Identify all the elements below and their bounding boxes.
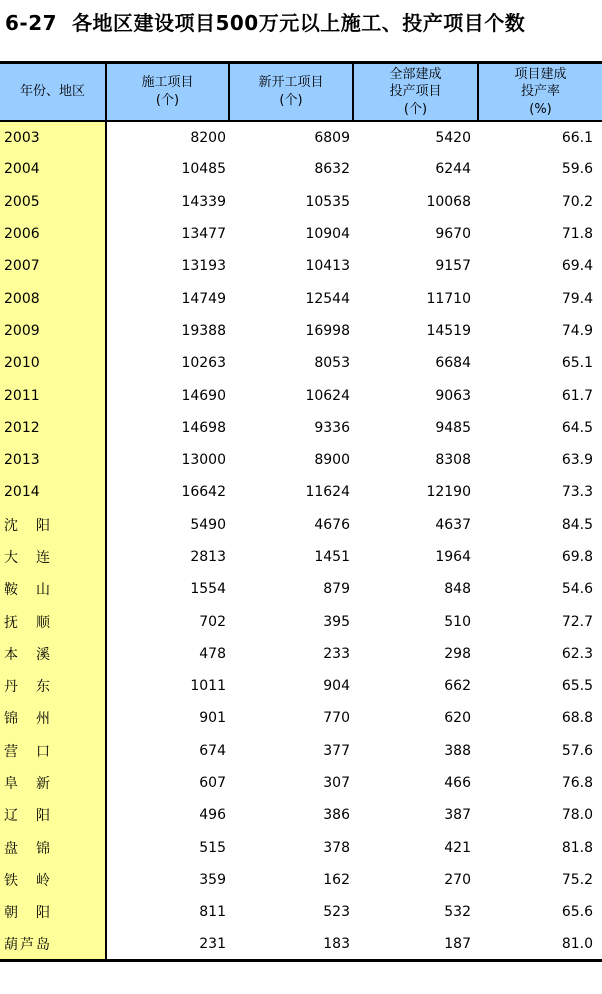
statistics-table [0,61,602,962]
row-label-region: 本溪 [0,638,106,670]
table-row [0,605,602,637]
cell-completion-rate: 66.1 [561,129,593,146]
cell-newly-started: 6809 [314,129,350,146]
row-label-region: 抚顺 [0,605,106,637]
cell-completion-rate: 69.4 [561,258,593,275]
cell-newly-started: 904 [323,678,350,695]
cell-completion-rate: 57.6 [561,742,593,759]
row-label-year: 2011 [0,379,106,411]
column-header-completion-rate: 项目建成 投产率 (%) [478,63,602,122]
cell-newly-started: 378 [323,839,350,856]
row-label-region: 大连 [0,541,106,573]
page-title: 6-27 各地区建设项目500万元以上施工、投产项目个数 [5,11,526,35]
column-header-construction: 施工项目 (个) [106,63,229,122]
row-label-region: 葫芦岛 [0,928,106,960]
cell-construction: 478 [199,645,226,662]
table-row [0,541,602,573]
row-label-year: 2004 [0,153,106,185]
column-header-newly-started: 新开工项目 (个) [229,63,353,122]
table-row [0,186,602,218]
cell-construction: 811 [199,904,226,921]
table-row [0,573,602,605]
row-label-region: 鞍山 [0,573,106,605]
cell-completion-rate: 65.1 [561,355,593,372]
table-body [0,121,602,961]
cell-newly-started: 386 [323,807,350,824]
table-row [0,928,602,960]
cell-construction: 1554 [190,581,226,598]
row-label-year: 2005 [0,186,106,218]
cell-construction: 674 [199,742,226,759]
cell-completion-rate: 74.9 [561,322,593,339]
row-label-region: 辽阳 [0,799,106,831]
column-header-completed: 全部建成 投产项目 (个) [353,63,478,122]
cell-construction: 5490 [190,516,226,533]
table-row [0,121,602,153]
cell-completion-rate: 78.0 [561,807,593,824]
table-header-row [0,63,602,122]
cell-completion-rate: 81.8 [561,839,593,856]
cell-completion-rate: 63.9 [561,452,593,469]
row-label-region: 朝阳 [0,896,106,928]
cell-newly-started: 11624 [305,484,350,501]
cell-construction: 14690 [181,387,226,404]
cell-completed: 620 [444,710,471,727]
row-label-year: 2006 [0,218,106,250]
cell-construction: 607 [199,775,226,792]
row-label-year: 2003 [0,121,106,153]
cell-completion-rate: 59.6 [561,161,593,178]
table-row [0,702,602,734]
cell-construction: 231 [199,935,226,952]
cell-newly-started: 8900 [314,452,350,469]
cell-construction: 359 [199,871,226,888]
cell-completion-rate: 65.5 [561,678,593,695]
row-label-year: 2010 [0,347,106,379]
cell-completed: 270 [444,871,471,888]
table-row [0,412,602,444]
row-label-region: 营口 [0,735,106,767]
cell-newly-started: 9336 [314,419,350,436]
cell-completion-rate: 68.8 [561,710,593,727]
row-label-region: 沈阳 [0,509,106,541]
table-header [0,63,602,122]
cell-construction: 515 [199,839,226,856]
table-row [0,896,602,928]
cell-newly-started: 377 [323,742,350,759]
table-row [0,670,602,702]
cell-completion-rate: 79.4 [561,290,593,307]
cell-completed: 14519 [426,322,471,339]
cell-completed: 1964 [435,549,471,565]
table-row [0,444,602,476]
cell-completed: 848 [444,581,471,598]
cell-newly-started: 183 [323,935,350,952]
table-row [0,799,602,831]
cell-newly-started: 307 [323,775,350,792]
cell-completed: 466 [444,775,471,792]
cell-construction: 19388 [181,322,226,339]
cell-newly-started: 12544 [305,290,350,307]
cell-newly-started: 879 [323,581,350,598]
cell-construction: 14749 [181,290,226,307]
table-row [0,379,602,411]
cell-completion-rate: 65.6 [561,904,593,921]
cell-completed: 12190 [426,484,471,501]
cell-construction: 1011 [190,678,226,695]
table-row [0,476,602,508]
cell-completed: 9485 [435,419,471,436]
cell-newly-started: 8632 [314,161,350,178]
cell-construction: 901 [199,710,226,727]
cell-completed: 9157 [435,258,471,275]
cell-newly-started: 523 [323,904,350,921]
cell-newly-started: 10904 [305,226,350,243]
cell-completion-rate: 76.8 [561,775,593,792]
cell-completion-rate: 64.5 [561,419,593,436]
cell-completed: 388 [444,742,471,759]
cell-completed: 187 [444,935,471,952]
cell-newly-started: 8053 [314,355,350,372]
column-header-year-region: 年份、地区 [0,63,106,122]
cell-completion-rate: 73.3 [561,484,593,501]
table-row [0,638,602,670]
cell-completion-rate: 69.8 [561,549,593,565]
row-label-region: 锦州 [0,702,106,734]
cell-construction: 14339 [181,193,226,210]
cell-construction: 13193 [181,258,226,275]
cell-newly-started: 1451 [314,549,350,565]
table-row [0,153,602,185]
row-label-year: 2009 [0,315,106,347]
cell-completion-rate: 61.7 [561,387,593,404]
table-row [0,767,602,799]
cell-completed: 387 [444,807,471,824]
row-label-region: 阜新 [0,767,106,799]
cell-construction: 10263 [181,355,226,372]
cell-newly-started: 4676 [314,516,350,533]
cell-construction: 702 [199,613,226,630]
cell-completed: 11710 [426,290,471,307]
cell-completed: 662 [444,678,471,695]
cell-newly-started: 395 [323,613,350,630]
cell-completion-rate: 75.2 [561,871,593,888]
cell-completed: 6244 [435,161,471,178]
table-row [0,735,602,767]
cell-construction: 496 [199,807,226,824]
row-label-year: 2012 [0,412,106,444]
cell-construction: 13000 [181,452,226,469]
cell-completion-rate: 81.0 [561,935,593,952]
table-row [0,315,602,347]
cell-completed: 9063 [435,387,471,404]
row-label-year: 2014 [0,476,106,508]
cell-completed: 421 [444,839,471,856]
table-row [0,250,602,282]
table-row [0,832,602,864]
row-label-year: 2013 [0,444,106,476]
cell-completed: 510 [444,613,471,630]
cell-newly-started: 16998 [305,322,350,339]
cell-completed: 298 [444,645,471,662]
cell-completed: 6684 [435,355,471,372]
cell-newly-started: 10535 [305,193,350,210]
cell-newly-started: 770 [323,710,350,727]
cell-completion-rate: 71.8 [561,226,593,243]
table-row [0,509,602,541]
cell-completion-rate: 84.5 [561,516,593,533]
row-label-year: 2007 [0,250,106,282]
cell-completion-rate: 72.7 [561,613,593,630]
row-label-region: 铁岭 [0,864,106,896]
cell-completed: 10068 [426,193,471,210]
cell-completed: 9670 [435,226,471,243]
cell-construction: 16642 [181,484,226,501]
cell-completion-rate: 54.6 [561,581,593,598]
table-row [0,218,602,250]
row-label-region: 盘锦 [0,832,106,864]
cell-construction: 10485 [181,161,226,178]
cell-completed: 532 [444,904,471,921]
table-row [0,864,602,896]
cell-newly-started: 162 [323,871,350,888]
cell-completed: 8308 [435,452,471,469]
cell-construction: 14698 [181,419,226,436]
cell-construction: 13477 [181,226,226,243]
cell-completed: 4637 [435,516,471,533]
cell-completed: 5420 [435,129,471,146]
row-label-year: 2008 [0,282,106,314]
cell-newly-started: 10413 [305,258,350,275]
cell-construction: 8200 [190,129,226,146]
cell-newly-started: 233 [323,645,350,662]
row-label-region: 丹东 [0,670,106,702]
table-row [0,282,602,314]
table-row [0,347,602,379]
cell-completion-rate: 70.2 [561,193,593,210]
cell-newly-started: 10624 [305,387,350,404]
cell-completion-rate: 62.3 [561,645,593,662]
cell-construction: 2813 [190,549,226,565]
